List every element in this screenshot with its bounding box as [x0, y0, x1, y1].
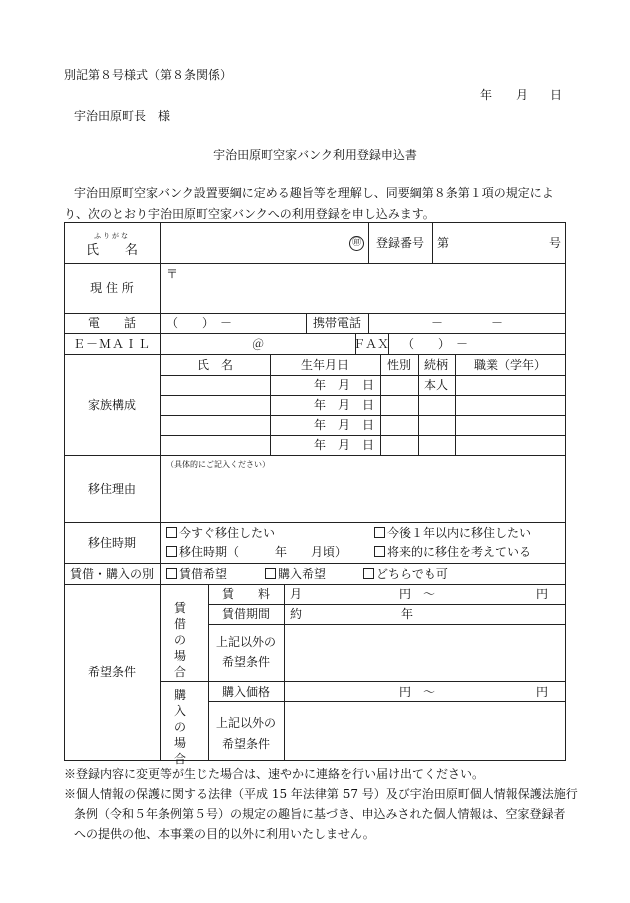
address-input[interactable]	[161, 264, 565, 312]
date-month: 月	[516, 88, 529, 102]
note-privacy-line1: ※個人情報の保護に関する法律（平成 15 年法律第 57 号）及び宇治田原町個人情報保護法施行	[64, 787, 578, 801]
seal-mark: ㊞	[349, 236, 364, 251]
checkbox-icon	[166, 546, 177, 557]
registration-number-prefix: 第	[437, 236, 450, 250]
period-suffix: 年	[401, 607, 414, 621]
note-change-report: ※登録内容に変更等が生じた場合は、速やかに連絡を行い届け出てください。	[64, 767, 485, 781]
family-birthdate: 年 月 日	[314, 398, 375, 412]
rent-suffix: 円	[536, 587, 549, 601]
date-day: 日	[550, 88, 563, 102]
email-label: Ｅ－ＭＡＩＬ	[72, 337, 152, 351]
name-label: 氏 名	[85, 243, 139, 258]
buy-other-label-line1: 上記以外の	[215, 716, 277, 730]
tenure-option-either[interactable]: どちらでも可	[363, 568, 448, 580]
mobile-format: － －	[430, 316, 504, 330]
address-label: 現 住 所	[90, 281, 134, 295]
price-suffix: 円	[536, 685, 549, 699]
fax-label: ＦＡＸ	[352, 337, 390, 351]
period-prefix: 約	[290, 607, 303, 621]
timing-option-specified[interactable]: 移住時期（ 年 月頃）	[166, 546, 347, 558]
rent-prefix: 月	[290, 587, 303, 601]
rent-other-label-line1: 上記以外の	[215, 635, 277, 649]
family-header-sex: 性別	[386, 358, 412, 372]
checkbox-icon	[166, 527, 177, 538]
family-birthdate: 年 月 日	[314, 438, 375, 452]
family-header-occupation: 職業（学年）	[473, 358, 547, 372]
rent-range: 円 ～	[399, 587, 436, 601]
rent-group-label: 賃借の場合	[173, 601, 186, 679]
name-input[interactable]	[161, 223, 367, 262]
family-header-name: 氏 名	[196, 358, 234, 372]
checkbox-icon	[166, 568, 177, 579]
family-header-relation: 続柄	[423, 358, 449, 372]
reason-note: （具体的にご記入ください）	[166, 460, 270, 469]
rent-other-label-line2: 希望条件	[221, 655, 271, 669]
rent-label: 賃 料	[221, 587, 271, 601]
checkbox-icon	[265, 568, 276, 579]
period-input[interactable]	[285, 605, 565, 623]
tenure-option-rent[interactable]: 賃借希望	[166, 568, 227, 580]
family-header-birthdate: 生年月日	[300, 358, 350, 372]
email-at-mark: ＠	[251, 337, 265, 351]
timing-label: 移住時期	[87, 536, 137, 550]
page-title: 宇治田原町空家バンク利用登録申込書	[213, 148, 417, 162]
family-label: 家族構成	[87, 398, 137, 412]
checkbox-icon	[374, 527, 385, 538]
phone-format: （ ） －	[166, 316, 233, 330]
buy-other-conditions-input[interactable]	[285, 702, 565, 760]
addressee: 宇治田原町長 様	[74, 109, 171, 123]
price-range: 円 ～	[399, 685, 436, 699]
timing-option-now[interactable]: 今すぐ移住したい	[166, 527, 275, 539]
checkbox-icon	[374, 546, 385, 557]
family-birthdate: 年 月 日	[314, 378, 375, 392]
mobile-label: 携帯電話	[312, 316, 362, 330]
rent-other-conditions-input[interactable]	[285, 625, 565, 680]
reason-label: 移住理由	[87, 482, 137, 496]
buy-group-label: 購入の場合	[173, 688, 186, 766]
phone-label: 電 話	[87, 316, 137, 330]
period-label: 賃借期間	[221, 607, 271, 621]
buy-other-label-line2: 希望条件	[221, 737, 271, 751]
postal-mark: 〒	[166, 267, 179, 281]
timing-option-within-year[interactable]: 今後１年以内に移住したい	[374, 527, 531, 539]
checkbox-icon	[363, 568, 374, 579]
family-birthdate: 年 月 日	[314, 418, 375, 432]
registration-number-input[interactable]	[433, 223, 565, 262]
registration-number-label: 登録番号	[375, 236, 425, 250]
family-relation-self: 本人	[423, 378, 449, 392]
note-privacy-line3: への提供の他、本事業の目的以外に利用いたしません。	[74, 827, 375, 841]
note-privacy-line2: 条例（令和５年条例第５号）の規定の趣旨に基づき、申込みされた個人情報は、空家登録者	[74, 807, 566, 821]
fax-format: （ ） －	[402, 337, 469, 351]
price-label: 購入価格	[221, 685, 271, 699]
intro-line-1: 宇治田原町空家バンク設置要綱に定める趣旨等を理解し、同要綱第８条第１項の規定によ	[74, 186, 554, 200]
timing-option-future[interactable]: 将来的に移住を考えている	[374, 546, 531, 558]
conditions-label: 希望条件	[87, 665, 137, 679]
intro-line-2: り、次のとおり宇治田原町空家バンクへの利用登録を申し込みます。	[64, 207, 435, 221]
name-ruby: ふりがな	[94, 232, 130, 240]
tenure-label: 賃借・購入の別	[69, 567, 155, 581]
date-year: 年	[480, 88, 493, 102]
registration-number-suffix: 号	[549, 236, 562, 250]
form-number: 別記第８号様式（第８条関係）	[64, 68, 233, 82]
tenure-option-buy[interactable]: 購入希望	[265, 568, 326, 580]
